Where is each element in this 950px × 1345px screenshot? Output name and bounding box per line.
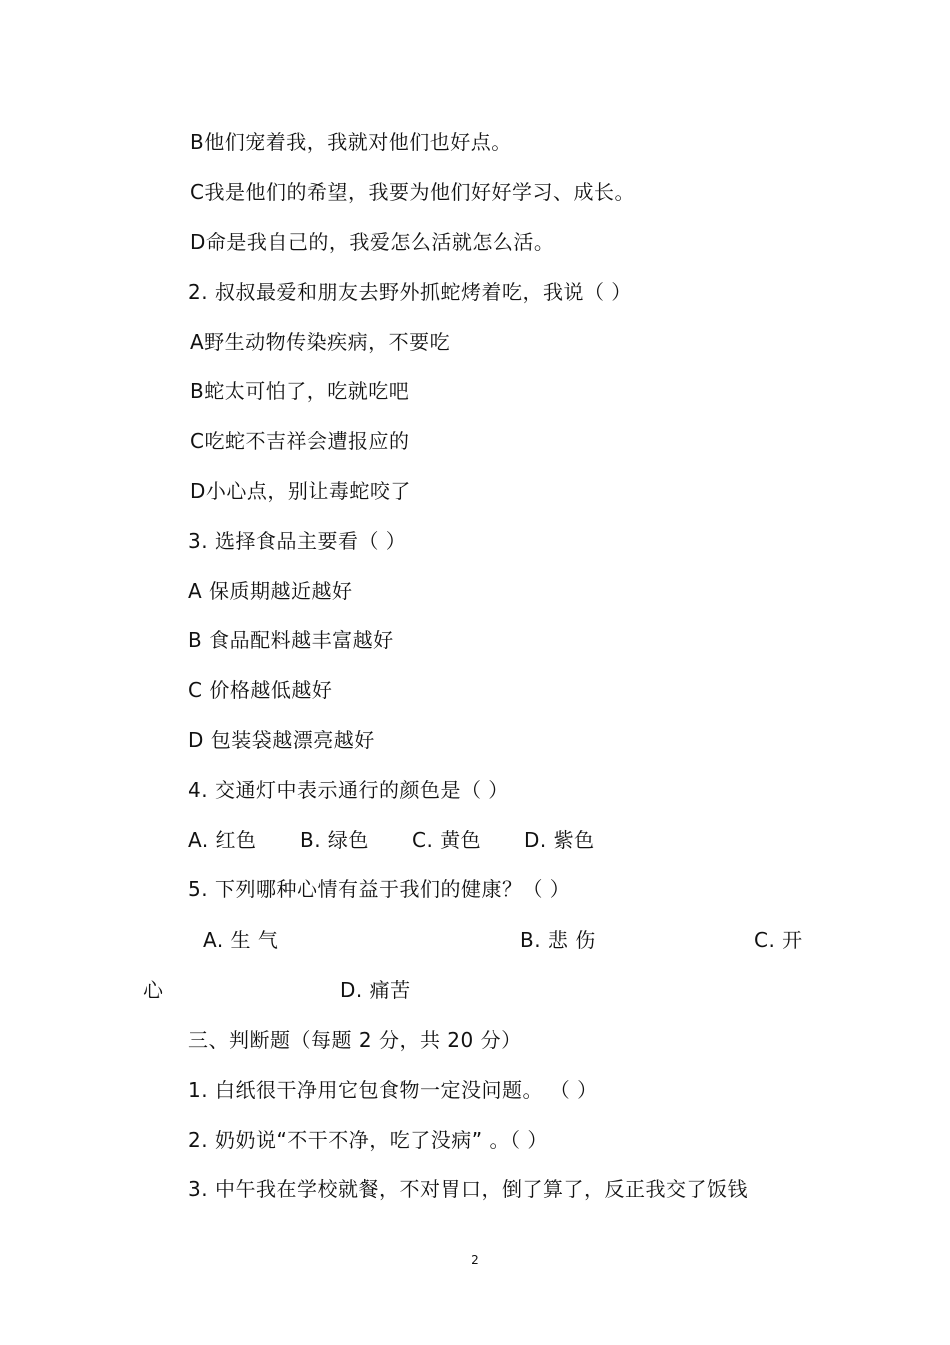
judgement-3: 3. 中午我在学校就餐，不对胃口，倒了算了，反正我交了饭钱 — [188, 1177, 748, 1201]
q3-option-b: B 食品配料越丰富越好 — [188, 628, 394, 652]
q2-option-a: A野生动物传染疾病，不要吃 — [190, 330, 451, 354]
q5-option-d: D. 痛苦 — [340, 978, 411, 1002]
q2-option-b: B蛇太可怕了，吃就吃吧 — [190, 379, 410, 403]
q4-option-a: A. 红色 — [188, 828, 257, 852]
q3-option-c: C 价格越低越好 — [188, 678, 333, 702]
section-3-heading: 三、判断题（每题 2 分，共 20 分） — [188, 1028, 522, 1052]
q3-option-a: A 保质期越近越好 — [188, 579, 353, 603]
q2-option-d: D小心点，别让毒蛇咬了 — [190, 479, 411, 503]
q5-option-a: A. 生 气 — [203, 928, 279, 952]
question-2: 2. 叔叔最爱和朋友去野外抓蛇烤着吃，我说（ ） — [188, 280, 632, 304]
q5-options-row — [0, 927, 950, 953]
q5-option-c: C. 开 — [754, 928, 803, 952]
q5-option-b: B. 悲 伤 — [520, 928, 596, 952]
q3-option-d: D 包装袋越漂亮越好 — [188, 728, 375, 752]
q1-option-d: D命是我自己的，我爱怎么活就怎么活。 — [190, 230, 555, 254]
q4-option-d: D. 紫色 — [524, 828, 595, 852]
question-5: 5. 下列哪种心情有益于我们的健康？（ ） — [188, 877, 571, 901]
q1-option-b: B他们宠着我，我就对他们也好点。 — [190, 130, 512, 154]
page-number: 2 — [471, 1253, 479, 1267]
question-4: 4. 交通灯中表示通行的颜色是（ ） — [188, 778, 509, 802]
q4-options — [0, 827, 950, 853]
q5-option-c-wrap: 心 — [143, 978, 164, 1002]
q4-option-c: C. 黄色 — [412, 828, 482, 852]
question-3: 3. 选择食品主要看（ ） — [188, 529, 407, 553]
q2-option-c: C吃蛇不吉祥会遭报应的 — [190, 429, 410, 453]
q5-options-row-2 — [0, 977, 950, 1003]
judgement-1: 1. 白纸很干净用它包食物一定没问题。 （ ） — [188, 1078, 598, 1102]
q1-option-c: C我是他们的希望，我要为他们好好学习、成长。 — [190, 180, 635, 204]
q4-option-b: B. 绿色 — [300, 828, 369, 852]
judgement-2: 2. 奶奶说“不干不净，吃了没病” 。（ ） — [188, 1128, 548, 1152]
